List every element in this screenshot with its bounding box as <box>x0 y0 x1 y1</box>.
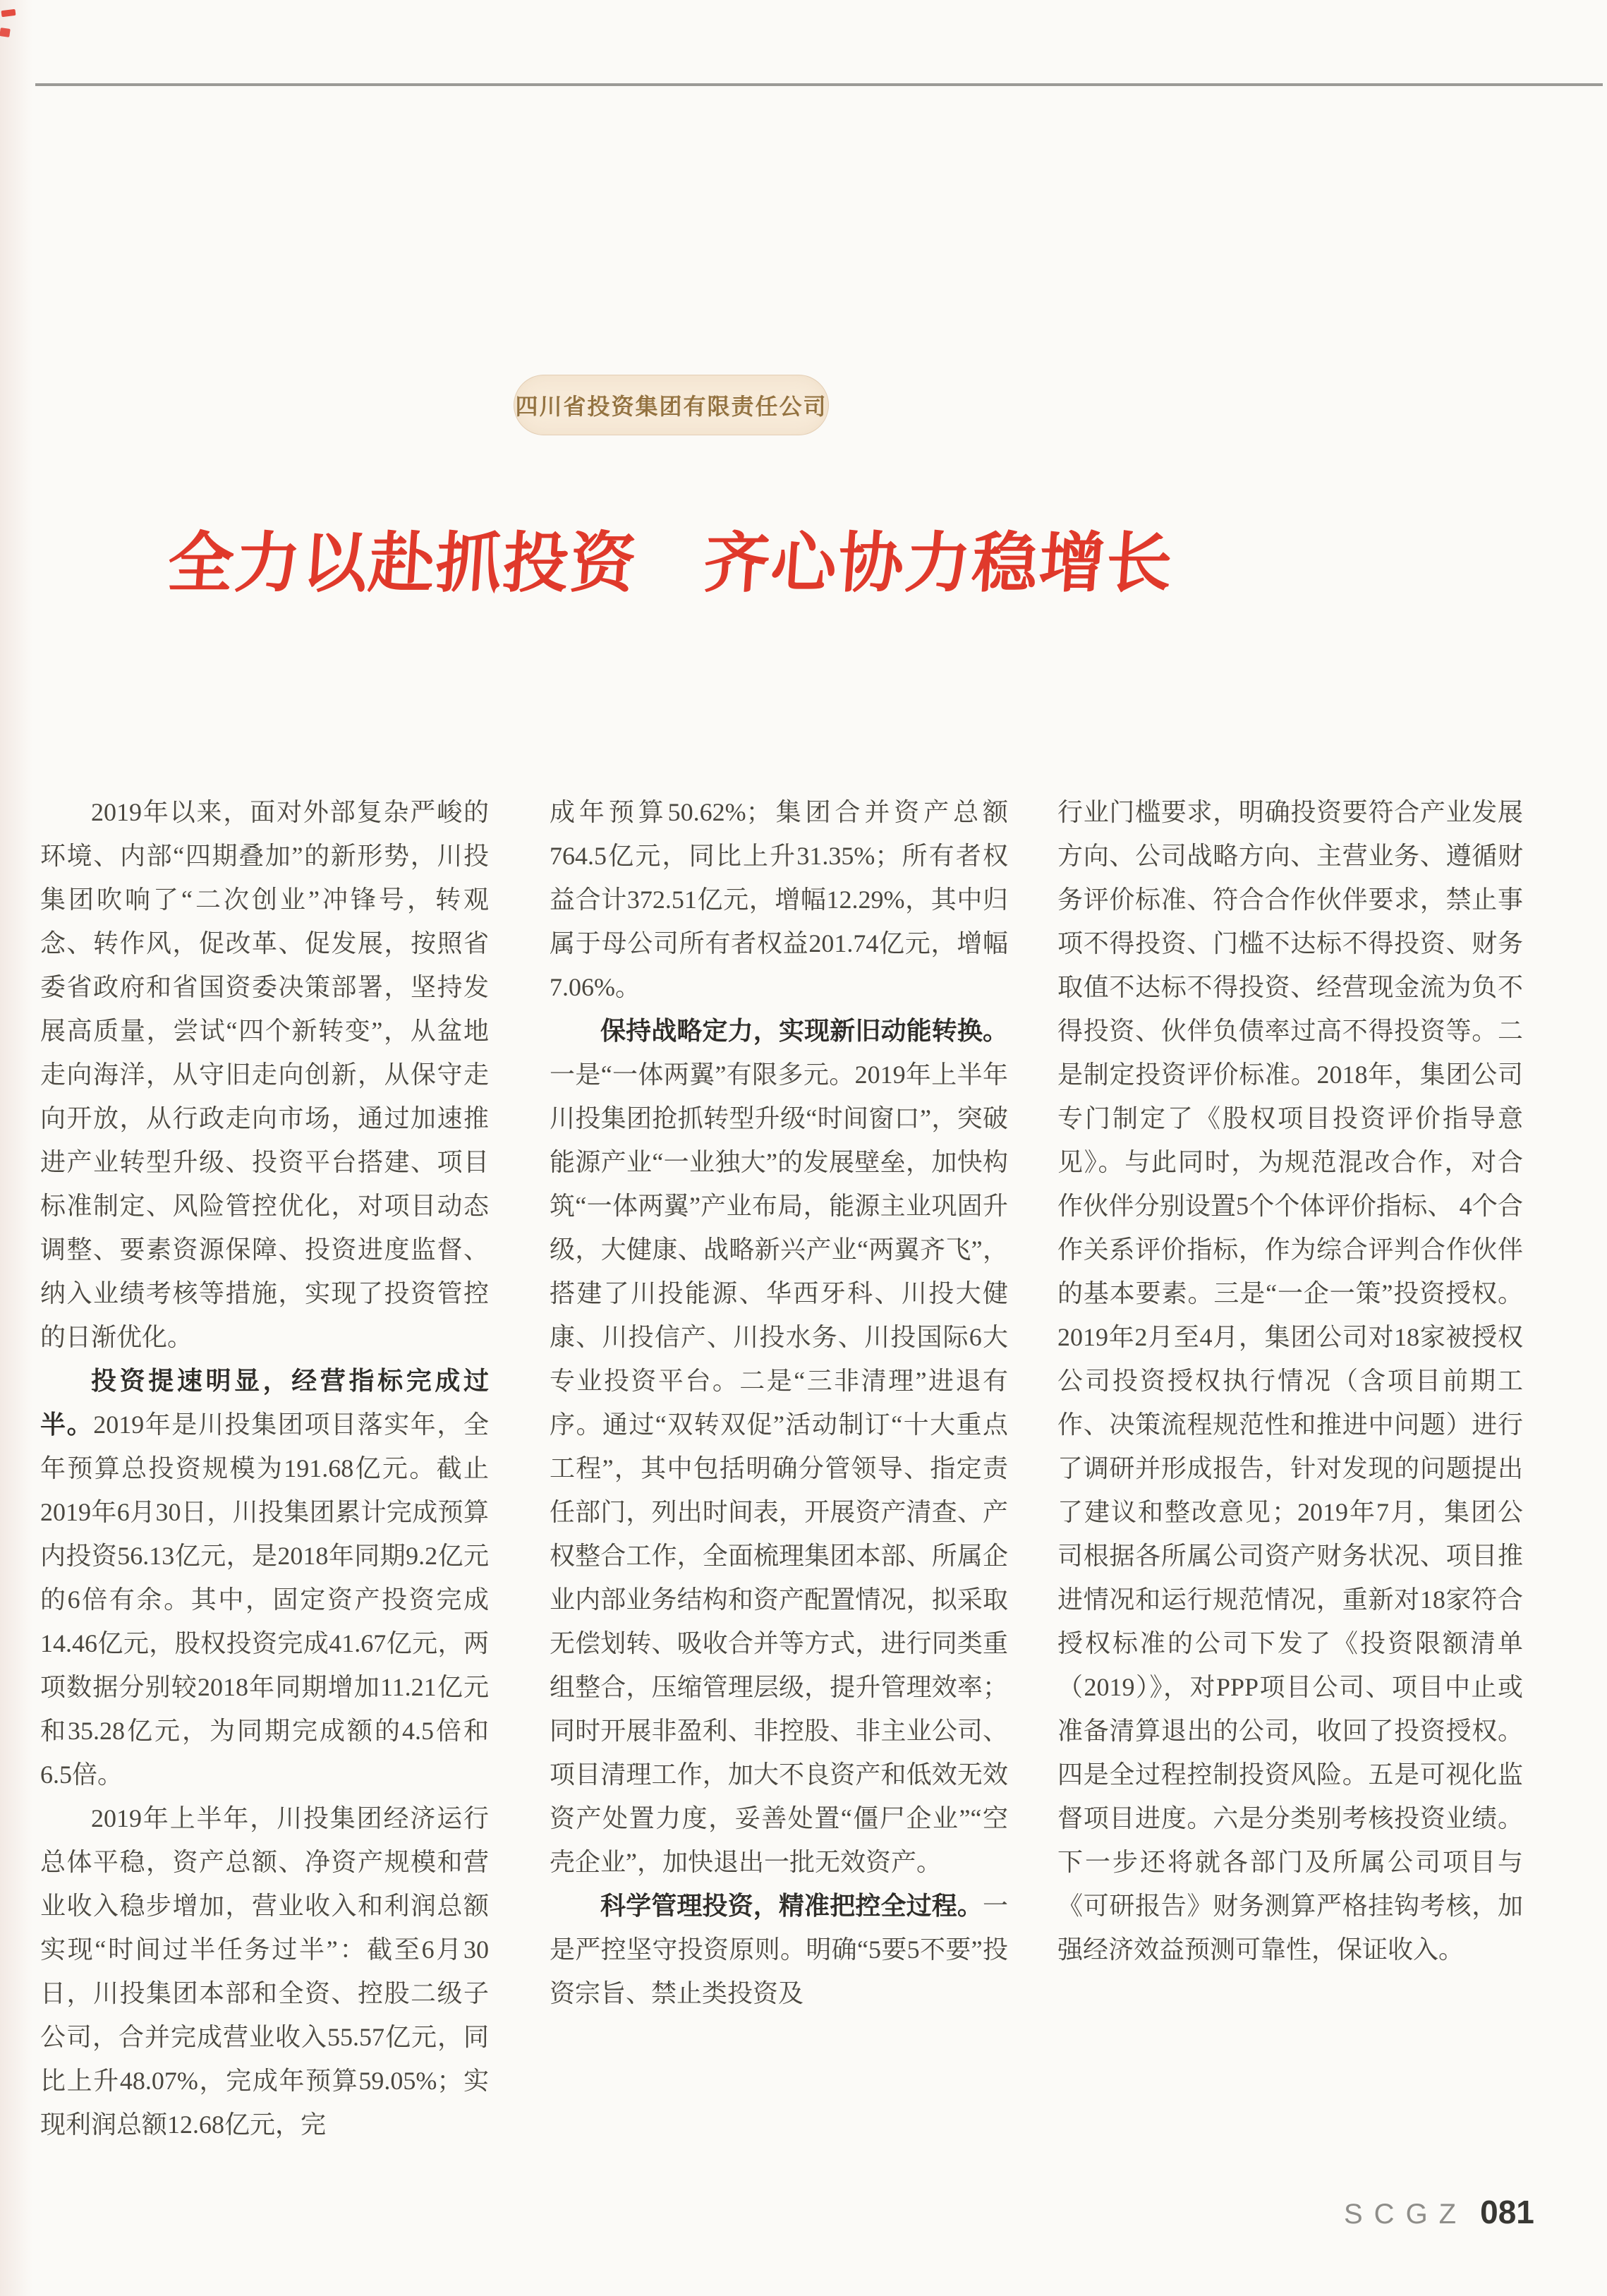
article-title-text: 全力以赴抓投资 齐心协力稳增长 <box>164 528 1176 600</box>
section-heading: 投资提速明显，经营指标完成过半。 <box>40 1366 489 1439</box>
body-paragraph: 2019年以来，面对外部复杂严峻的环境、内部“四期叠加”的新形势，川投集团吹响了“二次创业”冲锋号，转观念、转作风，促改革、促发展，按照省委省政府和省国资委决策部署，坚持发展高质量，尝试“四个新转变”，从盆地走向海洋，从守旧走向创新，从保守走向开放，从行政走向市场，通过加速推进产业转型升级、投资平台搭建、项目标准制定、风险管控优化，对项目动态调整、要素资源保障、投资进度监督、纳入业绩考核等措施，实现了投资管控的日渐优化。 <box>40 798 489 1351</box>
text-column-3 <box>1057 790 1523 1971</box>
page-number: 081 <box>1480 2194 1534 2230</box>
section-heading: 保持战略定力，实现新旧动能转换。 <box>600 1016 1008 1045</box>
body-paragraph: 投资提速明显，经营指标完成过半。2019年是川投集团项目落实年，全年预算总投资规模为191.68亿元。截止2019年6月30日，川投集团累计完成预算内投资56.13亿元，是2018年同期9.2亿元的6倍有余。其中，固定资产投资完成14.46亿元，股权投资完成41.67亿元，两项数据分别较2018年同期增加11.21亿元和35.28亿元，为同期完成额的4.5倍和6.5倍。 <box>40 1366 489 1789</box>
top-rule <box>35 83 1603 86</box>
text-column-1 <box>40 790 489 2146</box>
body-paragraph: 科学管理投资，精准把控全过程。一是严控坚守投资原则。明确“5要5不要”投资宗旨、禁止类投资及 <box>550 1891 1008 2007</box>
journal-code: SCGZ <box>1344 2199 1468 2230</box>
body-paragraph: 成年预算50.62%；集团合并资产总额764.5亿元，同比上升31.35%；所有者权益合计372.51亿元，增幅12.29%，其中归属于母公司所有者权益201.74亿元，增幅7.06%。 <box>550 798 1008 1001</box>
red-registration-mark <box>0 28 11 37</box>
company-name: 四川省投资集团有限责任公司 <box>515 394 827 419</box>
article-title <box>78 524 1263 605</box>
company-name-badge <box>514 375 829 435</box>
body-paragraph: 保持战略定力，实现新旧动能转换。一是“一体两翼”有限多元。2019年上半年川投集团抢抓转型升级“时间窗口”，突破能源产业“一业独大”的发展壁垒，加快构筑“一体两翼”产业布局，能源主业巩固升级，大健康、战略新兴产业“两翼齐飞”，搭建了川投能源、华西牙科、川投大健康、川投信产、川投水务、川投国际6大专业投资平台。二是“三非清理”进退有序。通过“双转双促”活动制订“十大重点工程”，其中包括明确分管领导、指定责任部门，列出时间表，开展资产清查、产权整合工作，全面梳理集团本部、所属企业内部业务结构和资产配置情况，拟采取无偿划转、吸收合并等方式，进行同类重组整合，压缩管理层级，提升管理效率；同时开展非盈利、非控股、非主业公司、项目清理工作，加大不良资产和低效无效资产处置力度，妥善处置“僵尸企业”“空壳企业”，加快退出一批无效资产。 <box>550 1016 1008 1876</box>
text-column-2 <box>550 790 1008 2015</box>
section-heading: 科学管理投资，精准把控全过程。 <box>600 1891 983 1920</box>
red-registration-mark <box>1 9 16 17</box>
page-footer <box>1344 2193 1534 2231</box>
body-paragraph: 2019年上半年，川投集团经济运行总体平稳，资产总额、净资产规模和营业收入稳步增加，营业收入和利润总额实现“时间过半任务过半”：截至6月30日，川投集团本部和全资、控股二级子公司，合并完成营业收入55.57亿元，同比上升48.07%，完成年预算59.05%；实现利润总额12.68亿元，完 <box>40 1804 489 2139</box>
body-paragraph: 行业门槛要求，明确投资要符合产业发展方向、公司战略方向、主营业务、遵循财务评价标准、符合合作伙伴要求，禁止事项不得投资、门槛不达标不得投资、财务取值不达标不得投资、经营现金流为负不得投资、伙伴负债率过高不得投资等。二是制定投资评价标准。2018年，集团公司专门制定了《股权项目投资评价指导意见》。与此同时，为规范混改合作，对合作伙伴分别设置5个个体评价指标、 4个合作关系评价指标，作为综合评判合作伙伴的基本要素。三是“一企一策”投资授权。2019年2月至4月，集团公司对18家被授权公司投资授权执行情况（含项目前期工作、决策流程规范性和推进中问题）进行了调研并形成报告，针对发现的问题提出了建议和整改意见；2019年7月，集团公司根据各所属公司资产财务状况、项目推进情况和运行规范情况，重新对18家符合授权标准的公司下发了《投资限额清单（2019）》，对PPP项目公司、项目中止或准备清算退出的公司，收回了投资授权。四是全过程控制投资风险。五是可视化监督项目进度。六是分类别考核投资业绩。下一步还将就各部门及所属公司项目与《可研报告》财务测算严格挂钩考核，加强经济效益预测可靠性，保证收入。 <box>1057 798 1523 1964</box>
